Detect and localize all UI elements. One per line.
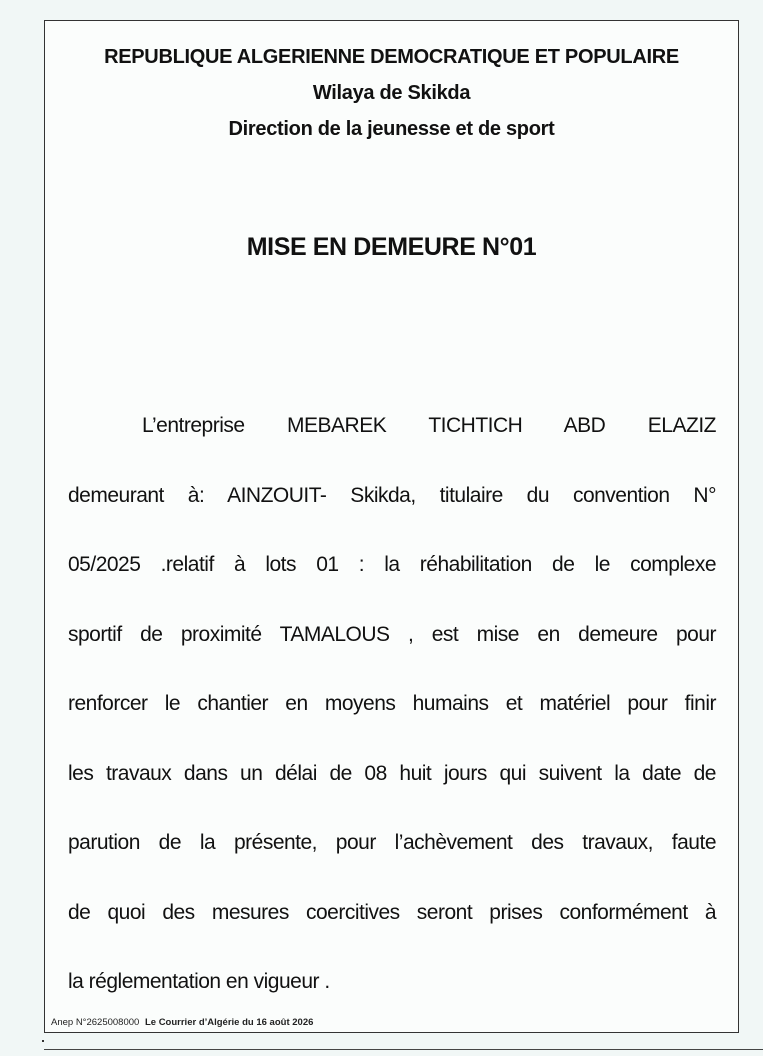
newspaper-credit: Le Courrier d’Algérie du 16 août 2026 xyxy=(144,1017,314,1028)
notice-title: MISE EN DEMEURE N°01 xyxy=(246,233,537,261)
body-line: les travaux dans un délai de 08 huit jours qui suivent la date de xyxy=(68,761,716,785)
anep-number: Anep N°2625008000 xyxy=(51,1017,140,1028)
header xyxy=(45,39,738,147)
body-line: renforcer le chantier en moyens humains et matériel pour finir xyxy=(68,692,716,715)
body-line: demeurant à: AINZOUIT- Skikda, titulaire du convention N° xyxy=(68,483,716,507)
bottom-rule xyxy=(44,1049,763,1050)
body-line: 05/2025 .relatif à lots 01 : la réhabilitation de le complexe xyxy=(68,553,716,576)
body-line: L’entreprise MEBAREK TICHTICH ABD ELAZIZ xyxy=(142,414,716,437)
header-direction: Direction de la jeunesse et de sport xyxy=(228,118,555,140)
body-line: sportif de proximité TAMALOUS , est mise en demeure pour xyxy=(68,622,716,646)
header-republic: REPUBLIQUE ALGERIENNE DEMOCRATIQUE ET POPULAIRE xyxy=(104,46,679,68)
notice-frame xyxy=(44,20,739,1033)
header-wilaya: Wilaya de Skikda xyxy=(312,82,471,104)
margin-dot xyxy=(42,1040,44,1042)
body-line: de quoi des mesures coercitives seront prises conformément à xyxy=(68,900,716,924)
body-line: la réglementation en vigueur . xyxy=(68,970,330,993)
publication-footer xyxy=(51,1017,313,1028)
notice-body xyxy=(68,391,716,1017)
body-line: parution de la présente, pour l’achèvement des travaux, faute xyxy=(68,831,716,854)
